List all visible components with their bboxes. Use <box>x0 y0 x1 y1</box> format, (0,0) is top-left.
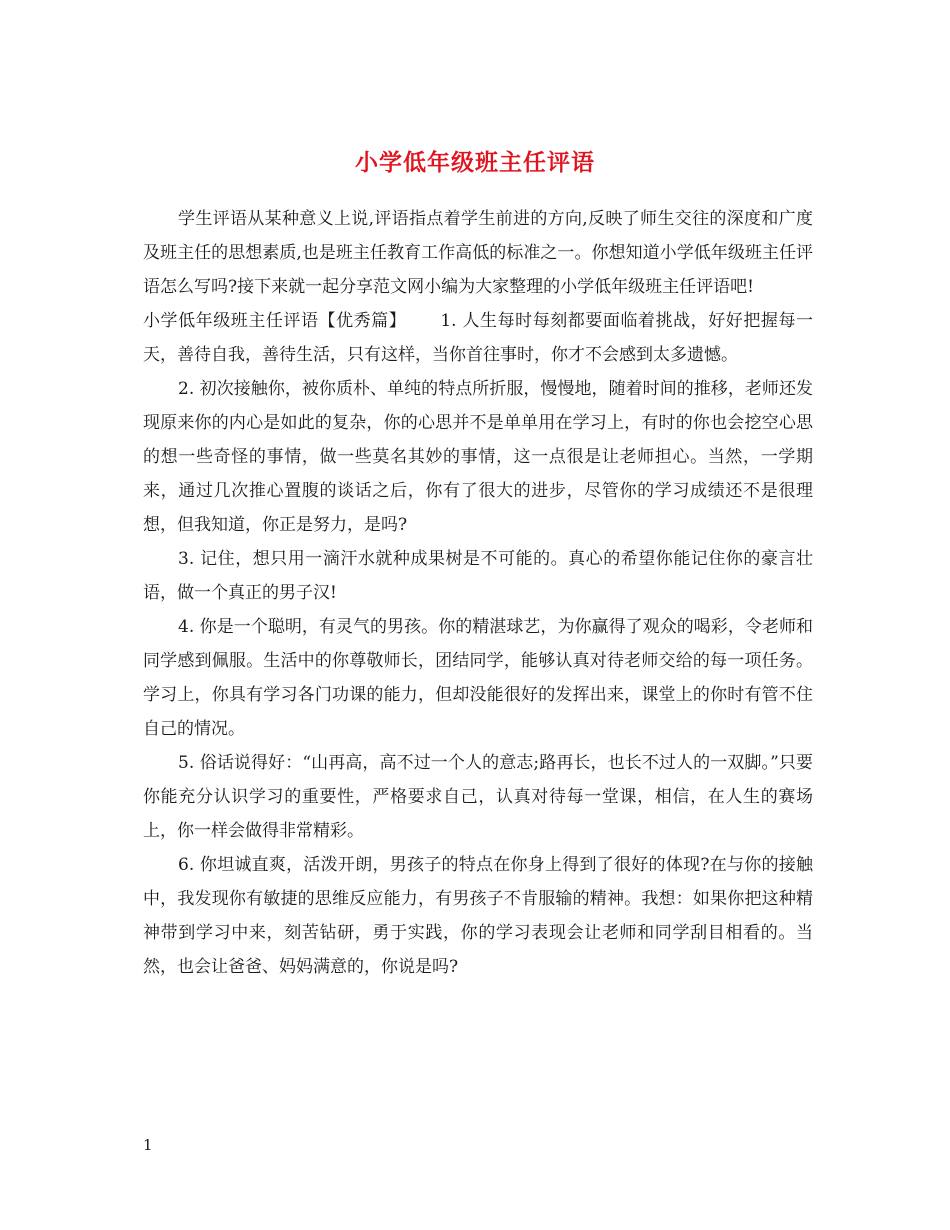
comment-item-3: 3. 记住，想只用一滴汗水就种成果树是不可能的。真心的希望你能记住你的豪言壮语，做一个真正的男子汉! <box>143 549 813 603</box>
comment-item-6: 6. 你坦诚直爽，活泼开朗，男孩子的特点在你身上得到了很好的体现?在与你的接触中，我发现你有敏捷的思维反应能力，有男孩子不肯服输的精神。我想：如果你把这种精神带到学习中来，刻苦钻研，勇于实践，你的学习表现会让老师和同学刮目相看的。当然，也会让爸爸、妈妈满意的，你说是吗? <box>143 855 813 977</box>
comment-item-1: 1. 人生每时每刻都要面临着挑战，好好把握每一天，善待自我，善待生活，只有这样，当你首往事时，你才不会感到太多遗憾。 <box>143 311 814 365</box>
section-heading: 小学低年级班主任评语【优秀篇】 <box>143 311 407 331</box>
comment-item-2: 2. 初次接触你，被你质朴、单纯的特点所折服，慢慢地，随着时间的推移，老师还发现原来你的内心是如此的复杂，你的心思并不是单单用在学习上，有时的你也会挖空心思的想一些奇怪的事情，做一些莫名其妙的事情，这一点很是让老师担心。当然，一学期来，通过几次推心置腹的谈话之后，你有了很大的进步，尽管你的学习成绩还不是很理想，但我知道，你正是努力，是吗? <box>143 379 813 535</box>
document-title: 小学低年级班主任评语 <box>355 149 595 177</box>
intro-paragraph: 学生评语从某种意义上说,评语指点着学生前进的方向,反映了师生交往的深度和广度及班主任的思想素质,也是班主任教育工作高低的标准之一。你想知道小学低年级班主任评语怎么写吗?接下来就一起分享范文网小编为大家整理的小学低年级班主任评语吧! <box>143 209 813 297</box>
page-number: 1 <box>143 1136 153 1154</box>
comment-item-5: 5. 俗话说得好：“山再高，高不过一个人的意志;路再长，也长不过人的一双脚。”只要你能充分认识学习的重要性，严格要求自己，认真对待每一堂课，相信，在人生的赛场上，你一样会做得非常精彩。 <box>143 753 813 841</box>
section-paragraph <box>143 304 813 372</box>
document-body <box>143 202 813 984</box>
comment-item-4: 4. 你是一个聪明，有灵气的男孩。你的精湛球艺，为你赢得了观众的喝彩，令老师和同学感到佩服。生活中的你尊敬师长，团结同学，能够认真对待老师交给的每一项任务。学习上，你具有学习各门功课的能力，但却没能很好的发挥出来，课堂上的你时有管不住自己的情况。 <box>143 617 813 739</box>
